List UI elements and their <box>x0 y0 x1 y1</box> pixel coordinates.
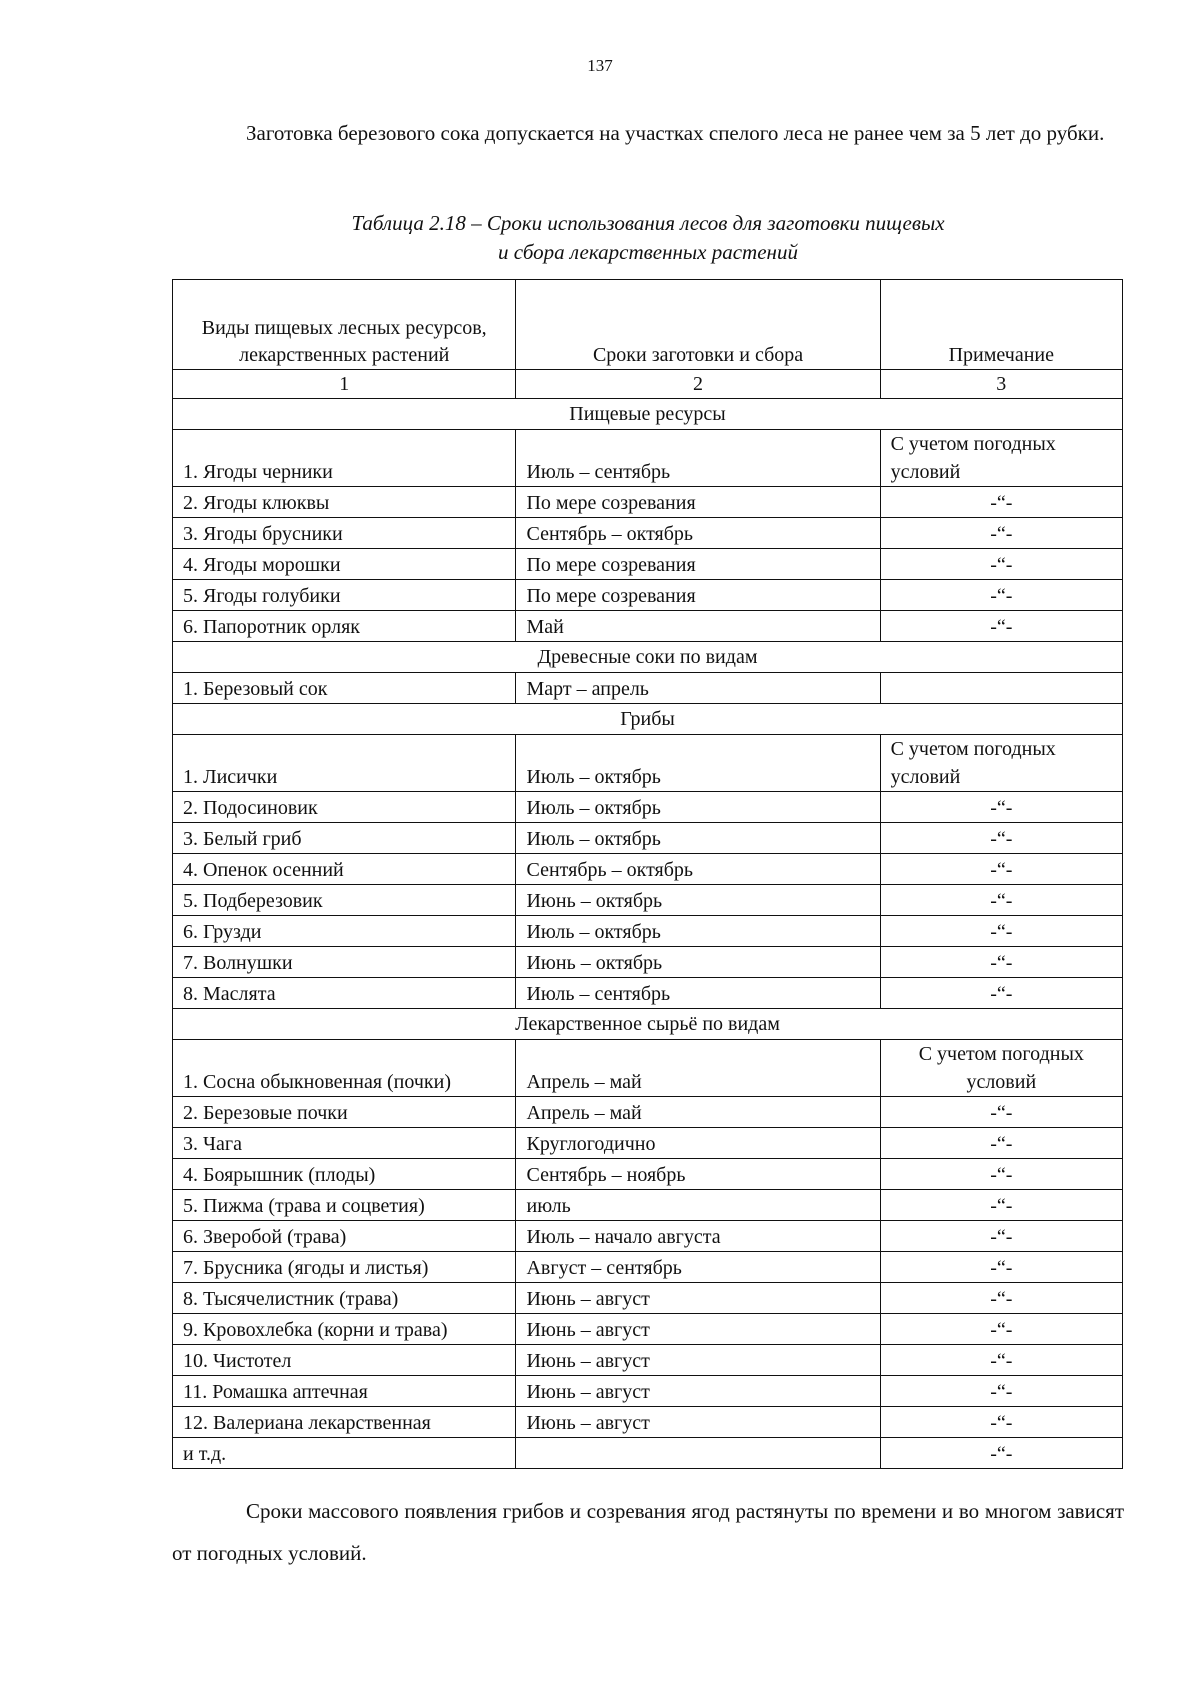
table-row-final <box>173 1438 1123 1469</box>
period-cell: По мере созревания <box>516 549 880 580</box>
period-cell: Июль – октябрь <box>516 916 880 947</box>
note-cell: -“- <box>880 1438 1122 1469</box>
table-row <box>173 854 1123 885</box>
table-row <box>173 1376 1123 1407</box>
header-resource-types: Виды пищевых лесных ресурсов, лекарственных растений <box>173 280 516 370</box>
table-row <box>173 792 1123 823</box>
note-cell: -“- <box>880 1376 1122 1407</box>
resource-cell: 1. Ягоды черники <box>173 430 516 487</box>
table-row <box>173 1407 1123 1438</box>
note-cell: -“- <box>880 916 1122 947</box>
resource-cell: 5. Ягоды голубики <box>173 580 516 611</box>
table-row <box>173 947 1123 978</box>
resource-cell: 1. Лисички <box>173 735 516 792</box>
column-number: 1 <box>173 370 516 399</box>
period-cell: Апрель – май <box>516 1040 880 1097</box>
resource-cell: 6. Зверобой (трава) <box>173 1221 516 1252</box>
resource-cell: 11. Ромашка аптечная <box>173 1376 516 1407</box>
table-caption <box>172 209 1124 267</box>
table-row <box>173 978 1123 1009</box>
note-cell: -“- <box>880 792 1122 823</box>
table-caption-line-1: Таблица 2.18 – Сроки использования лесов для заготовки пищевых <box>351 211 945 235</box>
note-cell: -“- <box>880 1097 1122 1128</box>
column-number: 2 <box>516 370 880 399</box>
note-cell: С учетом погодных условий <box>880 430 1122 487</box>
resources-table <box>172 279 1123 1469</box>
table-row <box>173 1159 1123 1190</box>
resource-cell: 5. Пижма (трава и соцветия) <box>173 1190 516 1221</box>
note-cell: С учетом погодных условий <box>880 1040 1122 1097</box>
note-cell: -“- <box>880 1221 1122 1252</box>
period-cell: Июнь – август <box>516 1376 880 1407</box>
resource-cell: 6. Папоротник орляк <box>173 611 516 642</box>
note-cell: -“- <box>880 580 1122 611</box>
table-row <box>173 1221 1123 1252</box>
table-row <box>173 673 1123 704</box>
resource-cell: 2. Подосиновик <box>173 792 516 823</box>
group-title: Лекарственное сырьё по видам <box>173 1009 1123 1040</box>
note-cell: -“- <box>880 1159 1122 1190</box>
table-row <box>173 1345 1123 1376</box>
table-row <box>173 1097 1123 1128</box>
period-cell: Август – сентябрь <box>516 1252 880 1283</box>
table-row <box>173 611 1123 642</box>
note-cell: -“- <box>880 1407 1122 1438</box>
resource-cell: 6. Грузди <box>173 916 516 947</box>
table-row <box>173 885 1123 916</box>
note-cell: -“- <box>880 487 1122 518</box>
resource-cell: 3. Чага <box>173 1128 516 1159</box>
note-cell: -“- <box>880 1252 1122 1283</box>
table-row <box>173 1128 1123 1159</box>
resource-cell: 7. Брусника (ягоды и листья) <box>173 1252 516 1283</box>
resource-cell: 7. Волнушки <box>173 947 516 978</box>
header-note: Примечание <box>880 280 1122 370</box>
table-row <box>173 580 1123 611</box>
period-cell: Июнь – октябрь <box>516 947 880 978</box>
period-cell: Июнь – август <box>516 1407 880 1438</box>
resource-cell: 3. Белый гриб <box>173 823 516 854</box>
period-cell: Июнь – август <box>516 1345 880 1376</box>
period-cell: Июль – октябрь <box>516 823 880 854</box>
note-cell: -“- <box>880 1345 1122 1376</box>
period-cell: Сентябрь – октябрь <box>516 518 880 549</box>
resource-cell: и т.д. <box>173 1438 516 1469</box>
resource-cell: 4. Опенок осенний <box>173 854 516 885</box>
note-cell: -“- <box>880 1128 1122 1159</box>
table-row <box>173 735 1123 792</box>
page-number: 137 <box>587 56 613 75</box>
note-cell: -“- <box>880 549 1122 580</box>
intro-paragraph: Заготовка березового сока допускается на участках спелого леса не ранее чем за 5 лет до рубки. <box>246 121 1105 145</box>
note-cell: -“- <box>880 518 1122 549</box>
header-collection-period: Сроки заготовки и сбора <box>516 280 880 370</box>
table-row <box>173 1040 1123 1097</box>
resource-cell: 2. Березовые почки <box>173 1097 516 1128</box>
period-cell: Июнь – август <box>516 1283 880 1314</box>
period-cell: Июль – начало августа <box>516 1221 880 1252</box>
table-row <box>173 518 1123 549</box>
period-cell: Июль – сентябрь <box>516 430 880 487</box>
table-row <box>173 823 1123 854</box>
note-cell: -“- <box>880 1283 1122 1314</box>
period-cell: Июнь – октябрь <box>516 885 880 916</box>
table-caption-line-2: и сбора лекарственных растений <box>498 240 798 264</box>
resource-cell: 12. Валериана лекарственная <box>173 1407 516 1438</box>
resource-cell: 5. Подберезовик <box>173 885 516 916</box>
table-row <box>173 549 1123 580</box>
period-cell: июль <box>516 1190 880 1221</box>
column-number-row <box>173 370 1123 399</box>
period-cell: Круглогодично <box>516 1128 880 1159</box>
resource-cell: 8. Тысячелистник (трава) <box>173 1283 516 1314</box>
table-row <box>173 916 1123 947</box>
table-row <box>173 1314 1123 1345</box>
resource-cell: 10. Чистотел <box>173 1345 516 1376</box>
period-cell: Июль – октябрь <box>516 792 880 823</box>
resource-cell: 4. Ягоды морошки <box>173 549 516 580</box>
period-cell: Май <box>516 611 880 642</box>
period-cell: Апрель – май <box>516 1097 880 1128</box>
note-cell: -“- <box>880 823 1122 854</box>
table-row <box>173 1283 1123 1314</box>
resource-cell: 9. Кровохлебка (корни и трава) <box>173 1314 516 1345</box>
period-cell: Март – апрель <box>516 673 880 704</box>
period-cell: По мере созревания <box>516 580 880 611</box>
note-cell: -“- <box>880 854 1122 885</box>
group-title: Грибы <box>173 704 1123 735</box>
period-cell <box>516 1438 880 1469</box>
resource-cell: 8. Маслята <box>173 978 516 1009</box>
note-cell: -“- <box>880 978 1122 1009</box>
period-cell: По мере созревания <box>516 487 880 518</box>
period-cell: Сентябрь – ноябрь <box>516 1159 880 1190</box>
column-number: 3 <box>880 370 1122 399</box>
group-row-sap <box>173 642 1123 673</box>
group-row-medicinal <box>173 1009 1123 1040</box>
note-cell: -“- <box>880 1190 1122 1221</box>
resource-cell: 1. Березовый сок <box>173 673 516 704</box>
note-cell: -“- <box>880 611 1122 642</box>
group-row-mushrooms <box>173 704 1123 735</box>
note-cell: -“- <box>880 947 1122 978</box>
group-row-food <box>173 399 1123 430</box>
period-cell: Сентябрь – октябрь <box>516 854 880 885</box>
note-cell: -“- <box>880 885 1122 916</box>
closing-paragraph: Сроки массового появления грибов и созревания ягод растянуты по времени и во многом зависят от погодных условий. <box>172 1499 1124 1565</box>
resource-cell: 3. Ягоды брусники <box>173 518 516 549</box>
resource-cell: 2. Ягоды клюквы <box>173 487 516 518</box>
period-cell: Июнь – август <box>516 1314 880 1345</box>
note-cell: -“- <box>880 1314 1122 1345</box>
group-title: Пищевые ресурсы <box>173 399 1123 430</box>
period-cell: Июль – сентябрь <box>516 978 880 1009</box>
resource-cell: 1. Сосна обыкновенная (почки) <box>173 1040 516 1097</box>
period-cell: Июль – октябрь <box>516 735 880 792</box>
resource-cell: 4. Боярышник (плоды) <box>173 1159 516 1190</box>
table-row <box>173 487 1123 518</box>
table-row <box>173 430 1123 487</box>
note-cell <box>880 673 1122 704</box>
table-row <box>173 1252 1123 1283</box>
note-cell: С учетом погодных условий <box>880 735 1122 792</box>
group-title: Древесные соки по видам <box>173 642 1123 673</box>
table-header-row <box>173 280 1123 370</box>
table-row <box>173 1190 1123 1221</box>
